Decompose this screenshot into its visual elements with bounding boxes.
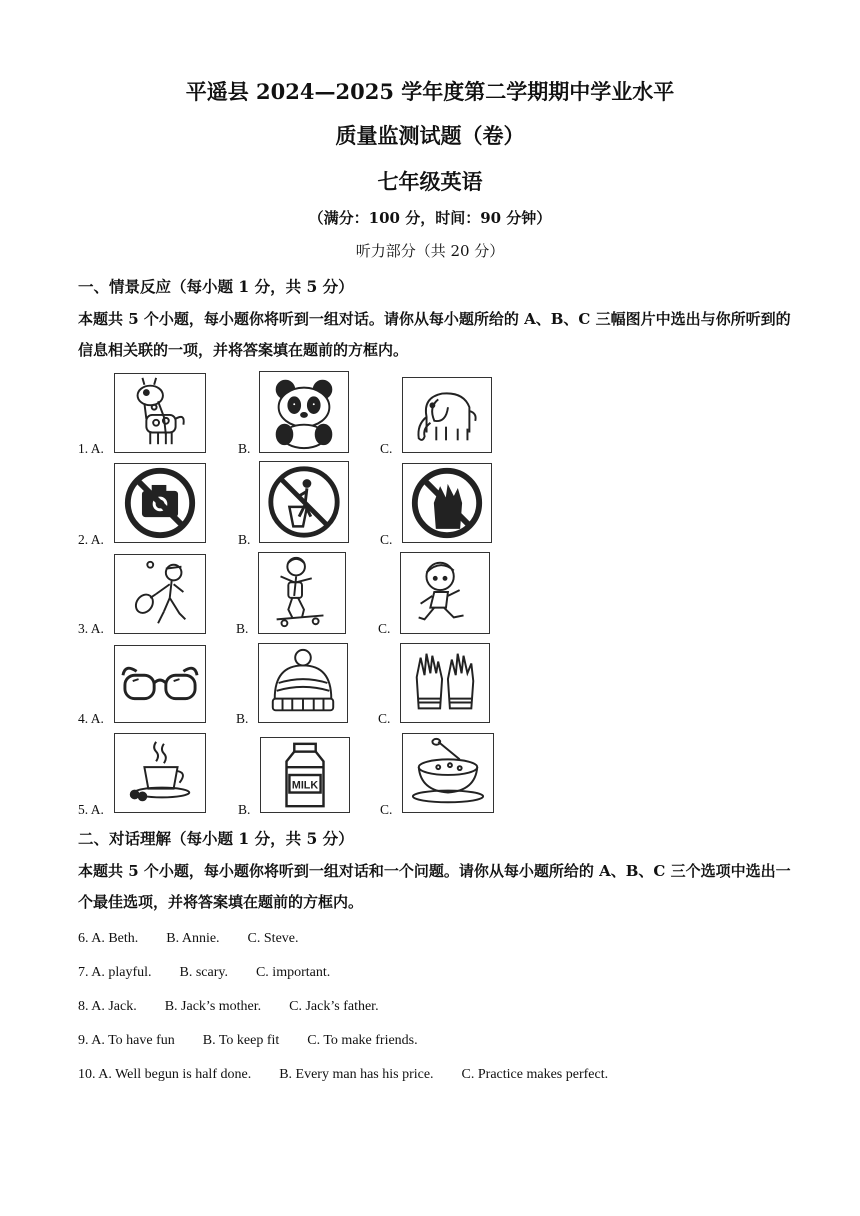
section2-heading: 二、对话理解（每小题 1 分，共 5 分）: [78, 829, 354, 848]
soup-bowl-icon[interactable]: [402, 733, 494, 813]
knit-hat-icon[interactable]: [258, 643, 348, 723]
no-photo-icon[interactable]: [114, 463, 206, 543]
skateboarder-icon[interactable]: [258, 552, 346, 634]
q7-options: 7. A. playful. B. scary. C. important.: [78, 965, 331, 980]
exam-subject: 七年级英语: [377, 169, 483, 194]
q2-b-label: B.: [238, 532, 251, 547]
panda-icon[interactable]: [259, 371, 349, 453]
q1-c-label: C.: [380, 441, 393, 456]
q5-a-label: 5. A.: [78, 802, 104, 817]
q4-a-label: 4. A.: [78, 711, 104, 726]
q6-options: 6. A. Beth. B. Annie. C. Steve.: [78, 931, 299, 946]
q8-options: 8. A. Jack. B. Jack’s mother. C. Jack’s father.: [78, 999, 379, 1014]
exam-meta: （满分：100 分，时间：90 分钟）: [308, 209, 552, 227]
q3-b-label: B.: [236, 621, 249, 636]
elephant-icon[interactable]: [402, 377, 492, 453]
q4-c-label: C.: [378, 711, 391, 726]
q1-b-label: B.: [238, 441, 251, 456]
section1-heading: 一、情景反应（每小题 1 分，共 5 分）: [78, 277, 354, 296]
section2-instruction: 本题共 5 个小题，每小题你将听到一组对话和一个问题。请你从每小题所给的 A、B、C 三个选项中选出一个最佳选项，并将答案填在题前的方框内。: [78, 862, 791, 911]
q5-b-label: B.: [238, 802, 251, 817]
coffee-cup-icon[interactable]: [114, 733, 206, 813]
exam-title-line2: 质量监测试题（卷）: [335, 123, 525, 148]
tennis-player-icon[interactable]: [114, 554, 206, 634]
q5-c-label: C.: [380, 802, 393, 817]
q2-c-label: C.: [380, 532, 393, 547]
listening-part-title: 听力部分（共 20 分）: [355, 242, 505, 260]
q4-b-label: B.: [236, 711, 249, 726]
giraffe-icon[interactable]: [114, 373, 206, 453]
q9-options: 9. A. To have fun B. To keep fit C. To make friends.: [78, 1033, 418, 1048]
exam-title-line1: 平遥县 2024—2025 学年度第二学期期中学业水平: [185, 79, 675, 104]
q10-options: 10. A. Well begun is half done. B. Every man has his price. C. Practice makes perfect.: [78, 1067, 609, 1082]
section1-instruction: 本题共 5 个小题，每小题你将听到一组对话。请你从每小题所给的 A、B、C 三幅图片中选出与你所听到的信息相关联的一项，并将答案填在题前的方框内。: [78, 310, 791, 359]
glasses-icon[interactable]: [114, 645, 206, 723]
no-litter-icon[interactable]: [259, 461, 349, 543]
q2-a-label: 2. A.: [78, 532, 104, 547]
milk-label: MILK: [291, 779, 319, 792]
q3-a-label: 3. A.: [78, 621, 104, 636]
running-boy-icon[interactable]: [400, 552, 490, 634]
gloves-icon[interactable]: [400, 643, 490, 723]
no-touch-icon[interactable]: [402, 463, 492, 543]
q1-a-label: 1. A.: [78, 441, 104, 456]
milk-bottle-icon[interactable]: [260, 737, 350, 813]
q3-c-label: C.: [378, 621, 391, 636]
